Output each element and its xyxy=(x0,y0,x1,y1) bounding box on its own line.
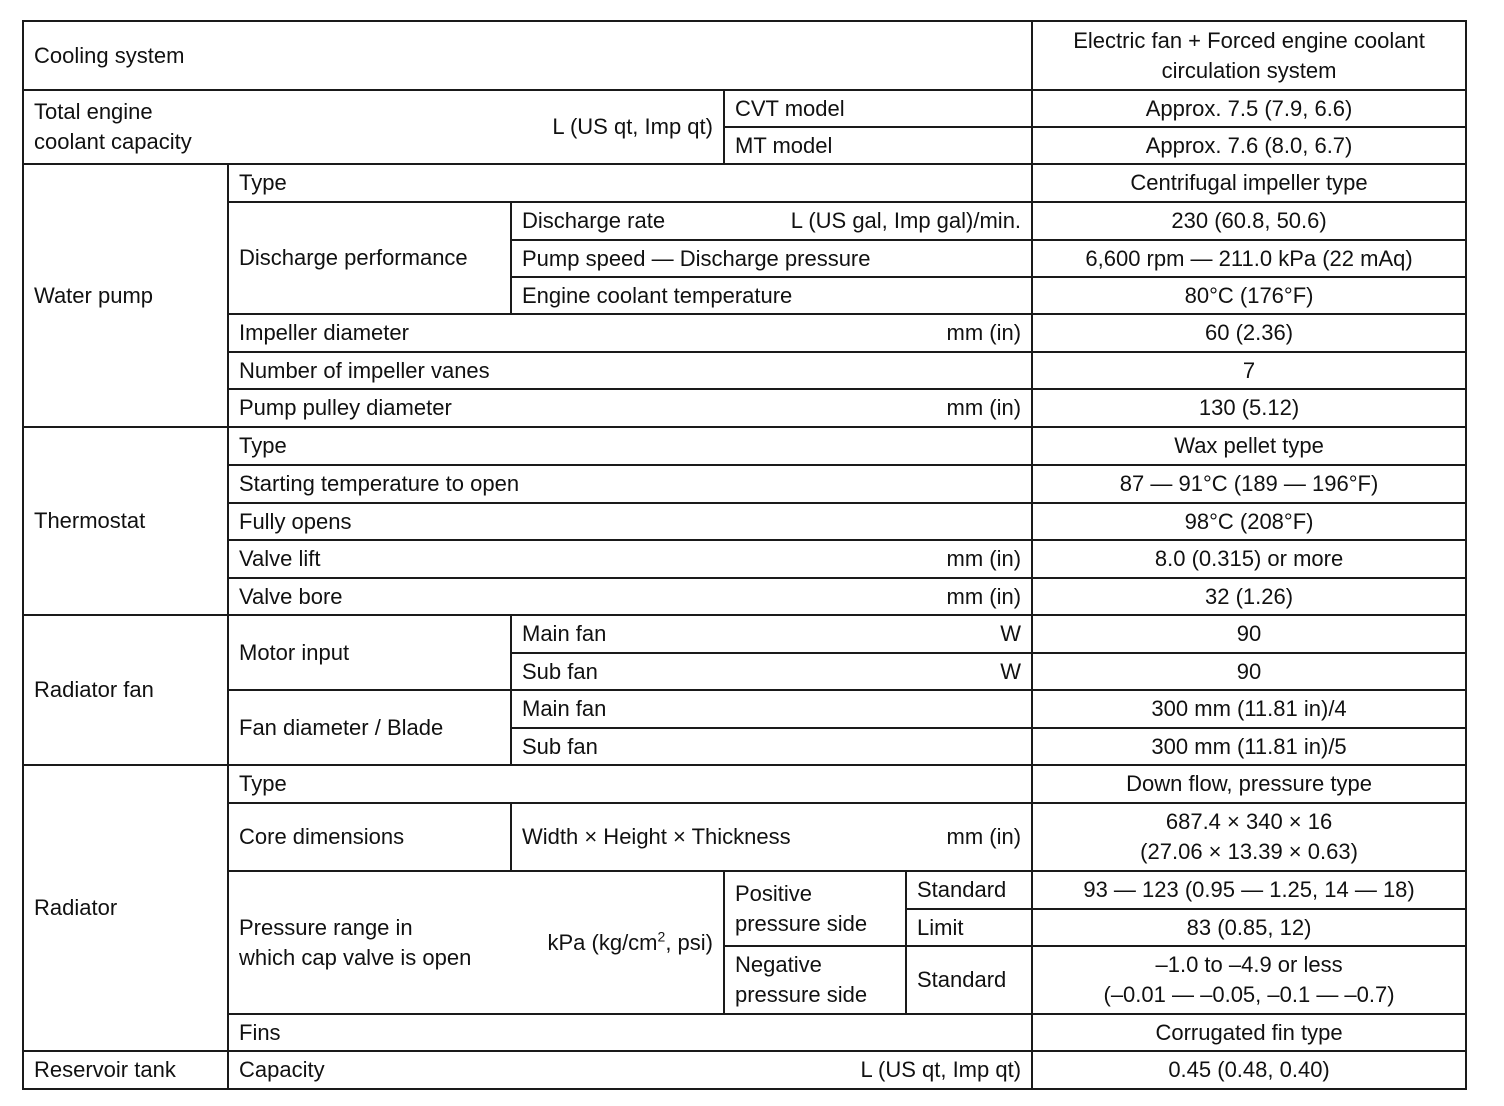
pressure-range-label xyxy=(239,913,471,973)
table-row xyxy=(23,427,1466,465)
pressure-range-label-line2: which cap valve is open xyxy=(239,944,472,970)
motor-sub-fan-unit: W xyxy=(1000,658,1022,684)
motor-input-label: Motor input xyxy=(228,615,511,690)
coolant-temp-value: 80°C (176°F) xyxy=(1032,277,1466,314)
valve-bore-unit: mm (in) xyxy=(946,583,1022,609)
impeller-diameter-cell xyxy=(228,314,1032,352)
table-row xyxy=(23,90,1466,127)
motor-main-fan-value: 90 xyxy=(1032,615,1466,653)
cooling-spec-table xyxy=(22,20,1467,1090)
table-row xyxy=(23,1051,1466,1089)
negative-pressure-side-label: Negative pressure side xyxy=(724,946,906,1014)
table-row xyxy=(23,578,1466,615)
impeller-diameter-label: Impeller diameter xyxy=(239,320,409,345)
cooling-system-label: Cooling system xyxy=(23,21,1032,90)
positive-limit-label: Limit xyxy=(906,909,1032,946)
positive-limit-value: 83 (0.85, 12) xyxy=(1032,909,1466,946)
radiator-label: Radiator xyxy=(23,765,228,1051)
valve-lift-label: Valve lift xyxy=(239,546,321,571)
motor-main-fan-label: Main fan xyxy=(522,621,607,646)
table-row xyxy=(23,871,1466,909)
coolant-capacity-label: Total engine coolant capacity xyxy=(34,99,192,154)
radiator-type-value: Down flow, pressure type xyxy=(1032,765,1466,803)
valve-bore-cell xyxy=(228,578,1032,615)
valve-lift-unit: mm (in) xyxy=(946,546,1022,571)
valve-lift-value: 8.0 (0.315) or more xyxy=(1032,540,1466,578)
motor-main-fan-unit: W xyxy=(1000,621,1022,646)
motor-sub-fan-cell xyxy=(511,653,1032,690)
radiator-fan-label: Radiator fan xyxy=(23,615,228,765)
start-temp-value: 87 — 91°C (189 — 196°F) xyxy=(1032,465,1466,503)
table-row xyxy=(23,164,1466,202)
impeller-vanes-value: 7 xyxy=(1032,352,1466,389)
core-dims-value xyxy=(1032,803,1466,871)
pressure-range-cell xyxy=(228,871,724,1014)
thermostat-type-value: Wax pellet type xyxy=(1032,427,1466,465)
pulley-diameter-value: 130 (5.12) xyxy=(1032,389,1466,427)
blade-sub-fan-value: 300 mm (11.81 in)/5 xyxy=(1032,728,1466,765)
table-row xyxy=(23,615,1466,653)
table-row xyxy=(23,503,1466,540)
reservoir-capacity-label: Capacity xyxy=(239,1057,325,1082)
motor-main-fan-cell xyxy=(511,615,1032,653)
pump-speed-value: 6,600 rpm — 211.0 kPa (22 mAq) xyxy=(1032,240,1466,277)
discharge-rate-unit: L (US gal, Imp gal)/min. xyxy=(790,208,1022,233)
motor-sub-fan-label: Sub fan xyxy=(522,658,598,684)
reservoir-tank-label: Reservoir tank xyxy=(23,1051,228,1089)
positive-standard-value: 93 — 123 (0.95 — 1.25, 14 — 18) xyxy=(1032,871,1466,909)
core-dims-value-line2: (27.06 × 13.39 × 0.63) xyxy=(1140,839,1358,864)
pump-speed-label: Pump speed — Discharge pressure xyxy=(511,240,1032,277)
cvt-model-value: Approx. 7.5 (7.9, 6.6) xyxy=(1032,90,1466,127)
cooling-system-value: Electric fan + Forced engine coolant circulation system xyxy=(1032,21,1466,90)
motor-sub-fan-value: 90 xyxy=(1032,653,1466,690)
blade-main-fan-label: Main fan xyxy=(511,690,1032,728)
core-dims-unit: mm (in) xyxy=(946,824,1022,849)
coolant-temp-label: Engine coolant temperature xyxy=(511,277,1032,314)
table-row xyxy=(23,765,1466,803)
pressure-range-label-line1: Pressure range in xyxy=(239,914,413,940)
discharge-rate-label: Discharge rate xyxy=(522,208,666,233)
fully-opens-value: 98°C (208°F) xyxy=(1032,503,1466,540)
reservoir-capacity-value: 0.45 (0.48, 0.40) xyxy=(1032,1051,1466,1089)
mt-model-label: MT model xyxy=(724,127,1032,164)
thermostat-label: Thermostat xyxy=(23,427,228,615)
water-pump-type-label: Type xyxy=(228,164,1032,202)
fully-opens-label: Fully opens xyxy=(228,503,1032,540)
fan-diameter-label: Fan diameter / Blade xyxy=(228,690,511,765)
discharge-rate-cell xyxy=(511,202,1032,240)
water-pump-type-value: Centrifugal impeller type xyxy=(1032,164,1466,202)
discharge-performance-label: Discharge performance xyxy=(228,202,511,314)
mt-model-value: Approx. 7.6 (8.0, 6.7) xyxy=(1032,127,1466,164)
pressure-range-unit: kPa ($kg/cm^2$, psi) xyxy=(547,928,713,955)
reservoir-capacity-unit: L (US qt, Imp qt) xyxy=(860,1057,1022,1082)
water-pump-label: Water pump xyxy=(23,164,228,427)
table-row xyxy=(23,389,1466,427)
radiator-type-label: Type xyxy=(228,765,1032,803)
core-dims-cell xyxy=(511,803,1032,871)
table-row xyxy=(23,465,1466,503)
start-temp-label: Starting temperature to open xyxy=(228,465,1032,503)
discharge-rate-value: 230 (60.8, 50.6) xyxy=(1032,202,1466,240)
table-row xyxy=(23,352,1466,389)
table-row xyxy=(23,540,1466,578)
impeller-diameter-value: 60 (2.36) xyxy=(1032,314,1466,352)
impeller-vanes-label: Number of impeller vanes xyxy=(228,352,1032,389)
blade-main-fan-value: 300 mm (11.81 in)/4 xyxy=(1032,690,1466,728)
positive-pressure-side-label: Positive pressure side xyxy=(724,871,906,946)
valve-bore-label: Valve bore xyxy=(239,583,343,609)
table-row xyxy=(23,1014,1466,1051)
positive-standard-label: Standard xyxy=(906,871,1032,909)
fins-value: Corrugated fin type xyxy=(1032,1014,1466,1051)
fins-label: Fins xyxy=(228,1014,1032,1051)
pulley-diameter-cell xyxy=(228,389,1032,427)
core-dims-label: Width × Height × Thickness xyxy=(522,824,791,849)
impeller-diameter-unit: mm (in) xyxy=(946,320,1022,345)
valve-bore-value: 32 (1.26) xyxy=(1032,578,1466,615)
pulley-diameter-label: Pump pulley diameter xyxy=(239,395,452,420)
pulley-diameter-unit: mm (in) xyxy=(946,395,1022,420)
negative-standard-value: –1.0 to –4.9 or less (–0.01 — –0.05, –0.1 — –0.7) xyxy=(1032,946,1466,1014)
negative-standard-label: Standard xyxy=(906,946,1032,1014)
table-row xyxy=(23,202,1466,240)
coolant-capacity-cell xyxy=(23,90,724,164)
reservoir-capacity-cell xyxy=(228,1051,1032,1089)
core-dimensions-label: Core dimensions xyxy=(228,803,511,871)
valve-lift-cell xyxy=(228,540,1032,578)
table-row xyxy=(23,314,1466,352)
table-row xyxy=(23,21,1466,90)
core-dims-value-line1: 687.4 × 340 × 16 xyxy=(1165,809,1333,834)
table-row xyxy=(23,803,1466,871)
coolant-capacity-unit: L (US qt, Imp qt) xyxy=(552,114,713,139)
thermostat-type-label: Type xyxy=(228,427,1032,465)
table-row xyxy=(23,690,1466,728)
blade-sub-fan-label: Sub fan xyxy=(511,728,1032,765)
cvt-model-label: CVT model xyxy=(724,90,1032,127)
